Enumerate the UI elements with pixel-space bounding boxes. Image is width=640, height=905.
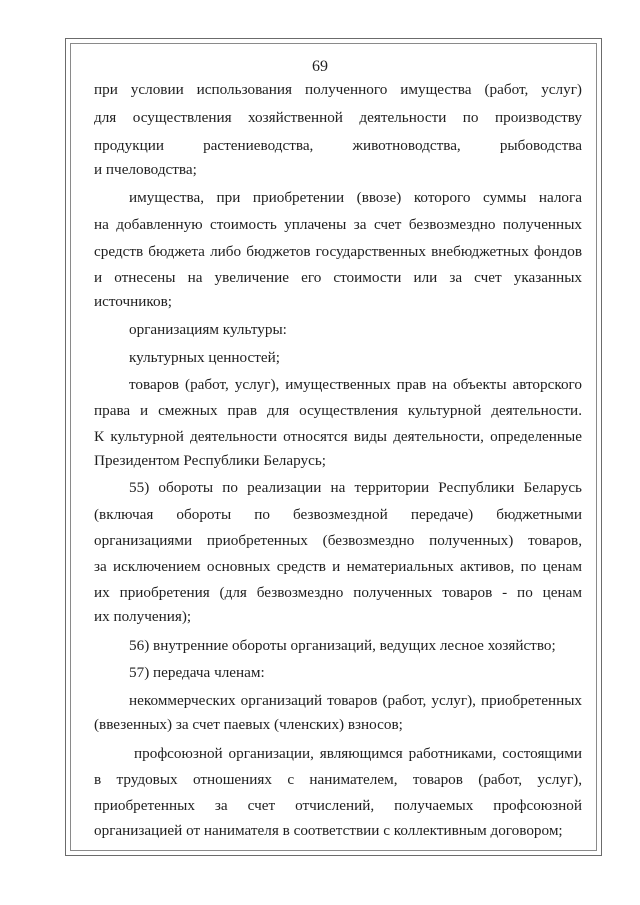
page-number: 69 (312, 58, 328, 75)
text-line: товаров (работ, услуг), имущественных прав на объекты авторского (129, 376, 582, 393)
text-line: их получения); (94, 608, 192, 625)
text-line: для осуществления хозяйственной деятельности по производству (94, 109, 582, 126)
text-line: культурных ценностей; (129, 349, 280, 366)
text-line: средств бюджета либо бюджетов государственных внебюджетных фондов (94, 243, 582, 260)
text-line: права и смежных прав для осуществления культурной деятельности. (94, 402, 582, 419)
text-line: приобретенных за счет отчислений, получаемых профсоюзной (94, 797, 582, 814)
text-line: имущества, при приобретении (ввозе) которого суммы налога (129, 189, 582, 206)
text-line: 56) внутренние обороты организаций, ведущих лесное хозяйство; (129, 637, 556, 654)
text-line: 57) передача членам: (129, 664, 265, 681)
text-line: Президентом Республики Беларусь; (94, 452, 327, 469)
text-line: на добавленную стоимость уплачены за счет безвозмездно полученных (94, 216, 582, 233)
text-line: организацией от нанимателя в соответствии с коллективным договором; (94, 822, 563, 839)
text-line: и пчеловодства; (94, 161, 197, 178)
text-line: за исключением основных средств и нематериальных активов, по ценам (94, 558, 582, 575)
text-line: некоммерческих организаций товаров (работ, услуг), приобретенных (129, 692, 582, 709)
text-line: (включая обороты по безвозмездной передаче) бюджетными (94, 506, 582, 523)
text-line: продукции растениеводства, животноводства, рыбоводства (94, 137, 582, 154)
text-line: профсоюзной организации, являющимся работниками, состоящими (134, 745, 582, 762)
text-line: 55) обороты по реализации на территории Республики Беларусь (129, 479, 582, 496)
text-line: источников; (94, 293, 172, 310)
text-line: организациям культуры: (129, 321, 287, 338)
text-line: К культурной деятельности относятся виды деятельности, определенные (94, 428, 582, 445)
text-line: их приобретения (для безвозмездно полученных товаров - по ценам (94, 584, 582, 601)
text-line: в трудовых отношениях с нанимателем, товаров (работ, услуг), (94, 771, 582, 788)
text-line: (ввезенных) за счет паевых (членских) взносов; (94, 716, 403, 733)
text-line: организациями приобретенных (безвозмездно полученных) товаров, (94, 532, 582, 549)
text-line: при условии использования полученного имущества (работ, услуг) (94, 81, 582, 98)
text-line: и отнесены на увеличение его стоимости или за счет указанных (94, 269, 582, 286)
